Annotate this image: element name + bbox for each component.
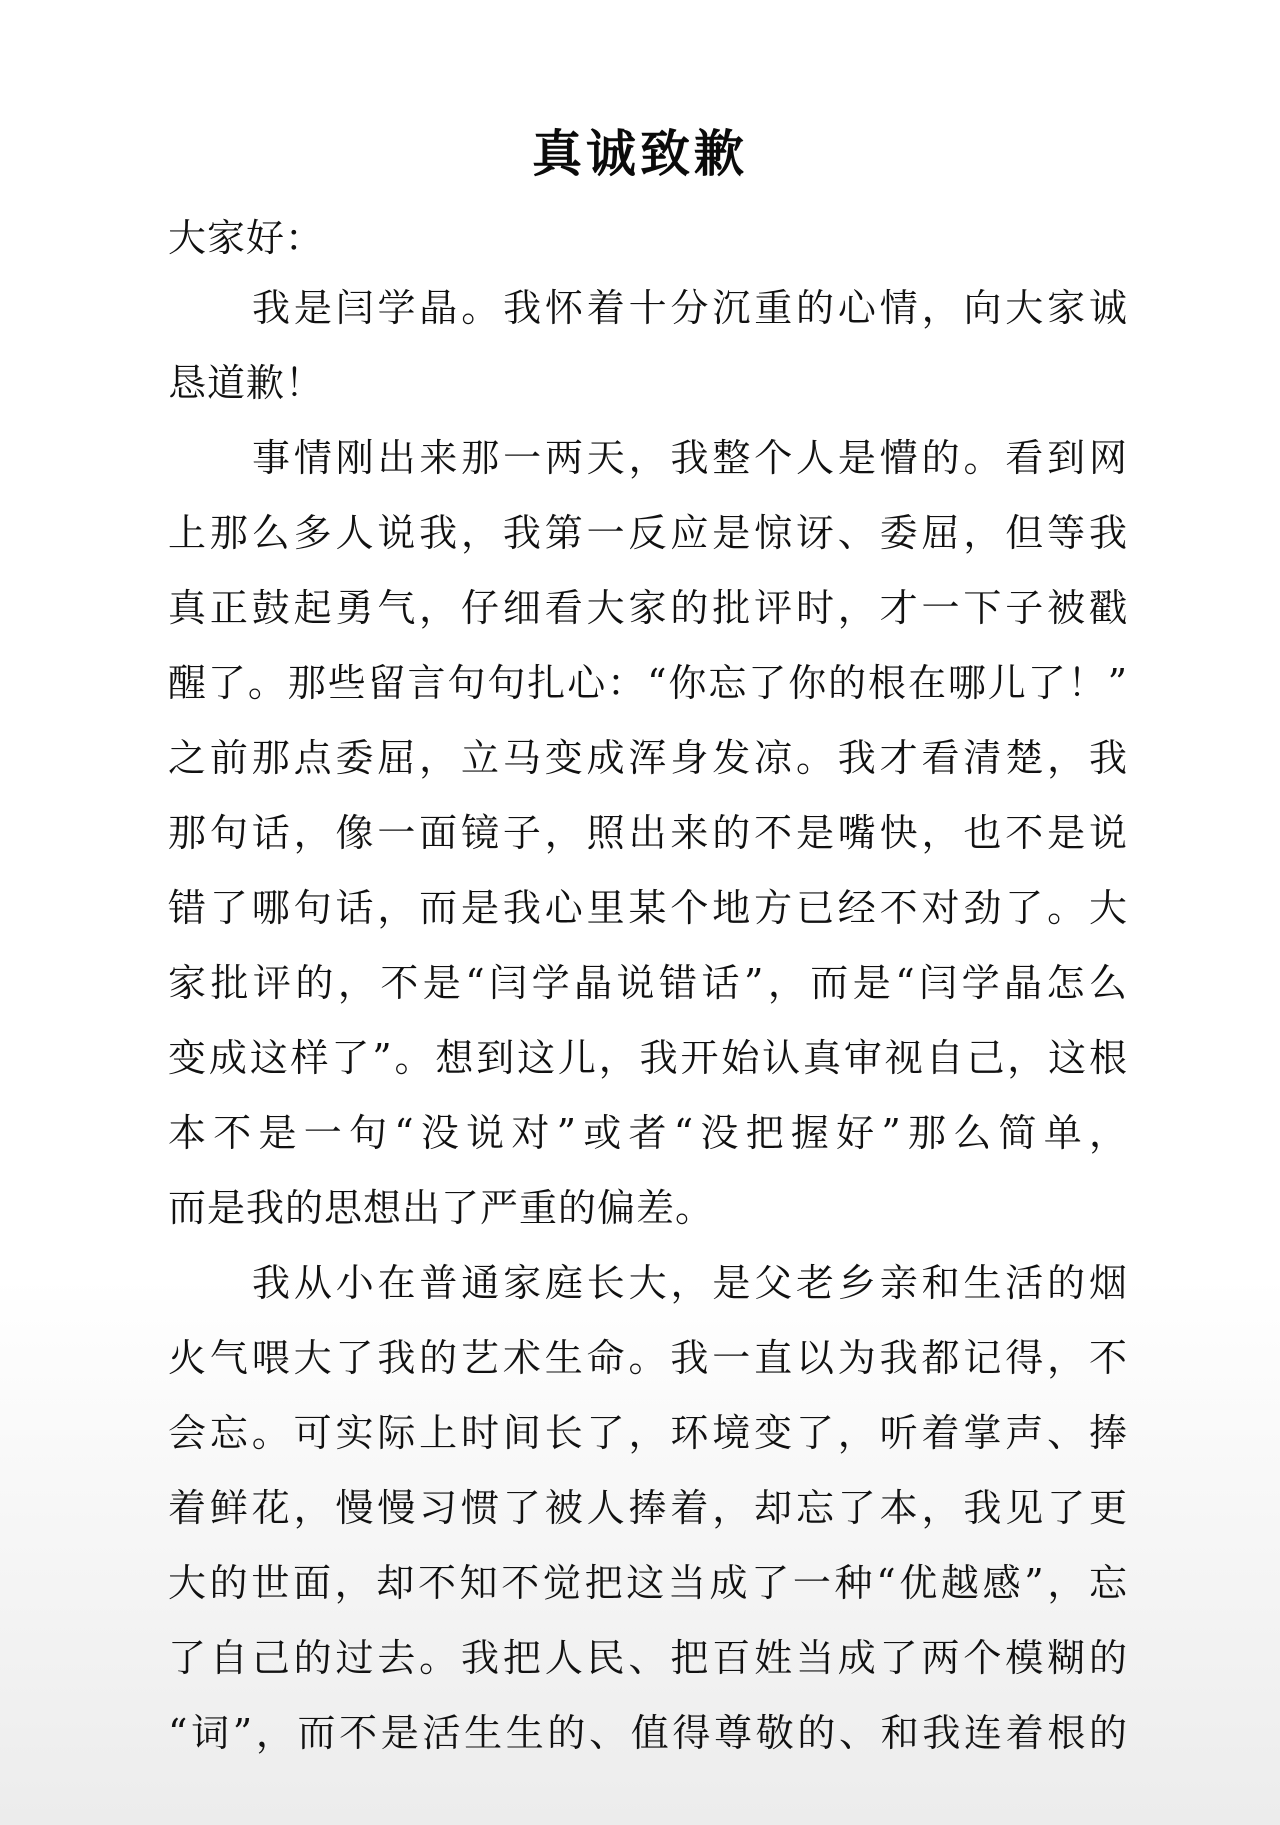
paragraph-1 bbox=[168, 276, 1128, 426]
text-line: 恳道歉！ bbox=[168, 361, 325, 405]
text-line: 家批评的，不是“闫学晶说错话”，而是“闫学晶怎么 bbox=[168, 961, 1128, 1005]
text-line: 会忘。可实际上时间长了，环境变了，听着掌声、捧 bbox=[168, 1411, 1128, 1455]
text-line: 我是闫学晶。我怀着十分沉重的心情，向大家诚 bbox=[252, 286, 1128, 330]
text-line: 大的世面，却不知不觉把这当成了一种“优越感”，忘 bbox=[168, 1561, 1128, 1605]
text-line: 那句话，像一面镜子，照出来的不是嘴快，也不是说 bbox=[168, 811, 1128, 855]
text-line: 而是我的思想出了严重的偏差。 bbox=[168, 1186, 715, 1230]
paragraph-3 bbox=[168, 1251, 1128, 1776]
text-line: “词”，而不是活生生的、值得尊敬的、和我连着根的 bbox=[168, 1711, 1128, 1755]
text-line: 变成这样了”。想到这儿，我开始认真审视自己，这根 bbox=[168, 1036, 1128, 1080]
text-line: 错了哪句话，而是我心里某个地方已经不对劲了。大 bbox=[168, 886, 1128, 930]
text-line: 我从小在普通家庭长大，是父老乡亲和生活的烟 bbox=[252, 1261, 1128, 1305]
text-line: 本不是一句“没说对”或者“没把握好”那么简单， bbox=[168, 1111, 1128, 1155]
text-line: 了自己的过去。我把人民、把百姓当成了两个模糊的 bbox=[168, 1636, 1128, 1680]
document-title: 真诚致歉 bbox=[532, 124, 748, 183]
text-line: 之前那点委屈，立马变成浑身发凉。我才看清楚，我 bbox=[168, 736, 1128, 780]
document-body bbox=[168, 276, 1128, 1776]
text-line: 真正鼓起勇气，仔细看大家的批评时，才一下子被戳 bbox=[168, 586, 1128, 630]
text-line: 醒了。那些留言句句扎心：“你忘了你的根在哪儿了！” bbox=[168, 661, 1128, 705]
text-line: 上那么多人说我，我第一反应是惊讶、委屈，但等我 bbox=[168, 511, 1128, 555]
text-line: 火气喂大了我的艺术生命。我一直以为我都记得，不 bbox=[168, 1336, 1128, 1380]
greeting: 大家好： bbox=[168, 216, 325, 260]
text-line: 事情刚出来那一两天，我整个人是懵的。看到网 bbox=[252, 436, 1128, 480]
paragraph-2 bbox=[168, 426, 1128, 1251]
text-line: 着鲜花，慢慢习惯了被人捧着，却忘了本，我见了更 bbox=[168, 1486, 1128, 1530]
